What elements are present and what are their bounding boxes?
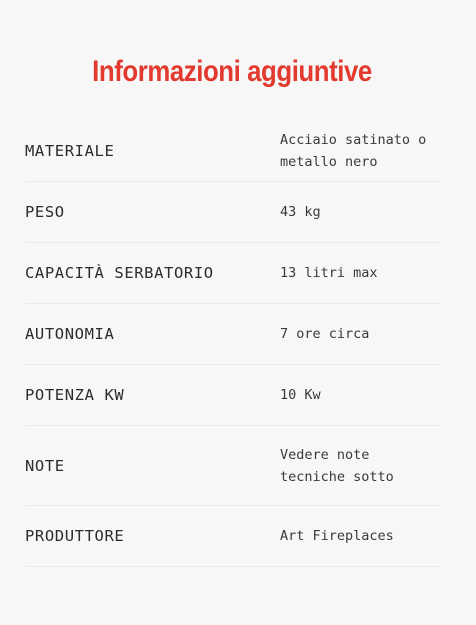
spec-value: 7 ore circa (280, 326, 370, 342)
spec-label: PRODUTTORE (25, 527, 125, 545)
spec-row-peso (25, 182, 440, 243)
spec-value: Acciaio satinato o metallo nero (280, 131, 427, 170)
spec-label: PESO (25, 203, 65, 221)
spec-label: POTENZA KW (25, 386, 125, 404)
spec-row-note (25, 426, 440, 506)
spec-label: CAPACITÀ SERBATORIO (25, 264, 214, 282)
spec-label: MATERIALE (25, 141, 115, 160)
section-title: Informazioni aggiuntive (92, 55, 372, 88)
spec-value: Art Fireplaces (280, 528, 394, 544)
spec-value: 13 litri max (280, 265, 378, 281)
spec-value: 10 Kw (280, 387, 321, 403)
spec-row-potenza-kw (25, 365, 440, 426)
spec-value: Vedere note tecniche sotto (280, 446, 394, 485)
spec-row-produttore (25, 506, 440, 567)
spec-label: AUTONOMIA (25, 325, 115, 343)
spec-label: NOTE (25, 456, 65, 475)
specs-table (25, 120, 440, 567)
spec-value: 43 kg (280, 204, 321, 220)
spec-row-autonomia (25, 304, 440, 365)
spec-row-capacita-serbatorio (25, 243, 440, 304)
spec-row-materiale (25, 120, 440, 182)
